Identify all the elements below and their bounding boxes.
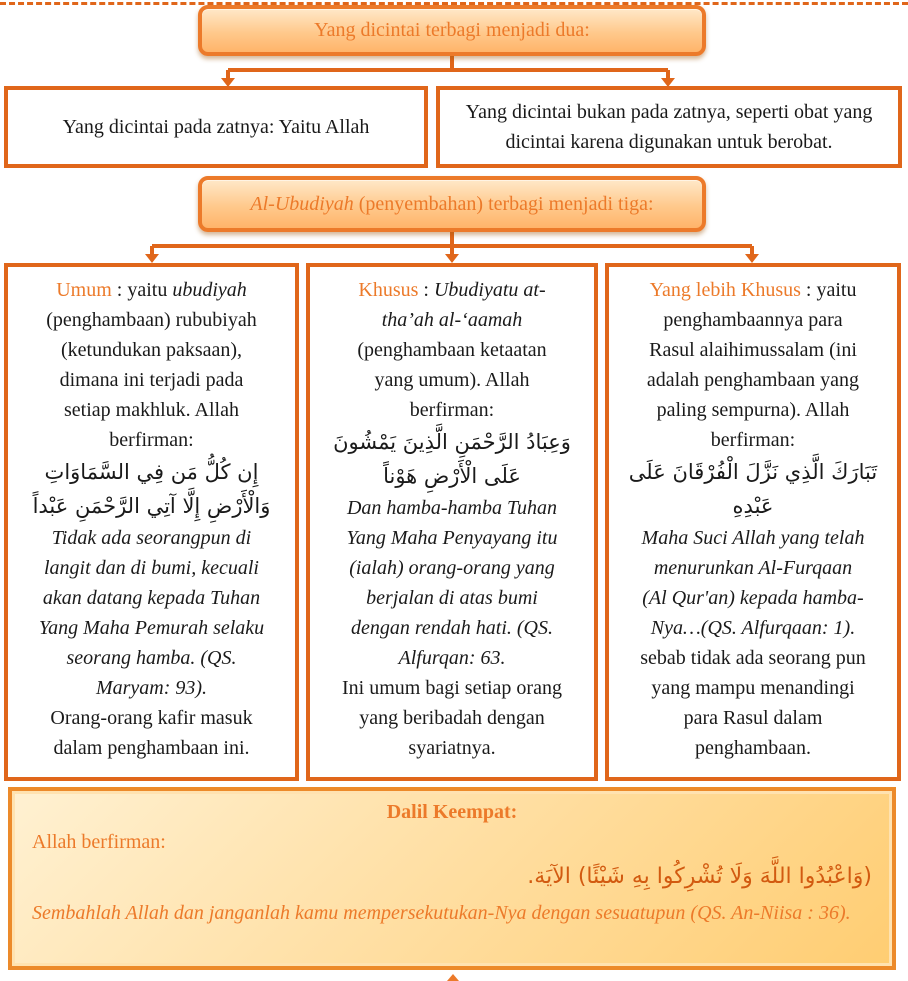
text-segment: dengan rendah hati. (QS. xyxy=(350,617,553,639)
text-line xyxy=(18,673,285,703)
text-segment: : yaitu xyxy=(111,279,173,301)
loved-division-header xyxy=(198,5,706,56)
text-line xyxy=(18,395,285,425)
text-line xyxy=(619,275,887,305)
text-segment: berjalan di atas bumi xyxy=(366,587,538,609)
column-lebih-khusus xyxy=(605,263,901,781)
text-segment: (penghambaan) rububiyah xyxy=(46,309,257,331)
text-line xyxy=(18,583,285,613)
text-line xyxy=(320,613,584,643)
text-segment: Yang Maha Pemurah selaku xyxy=(38,617,265,639)
dalil-intro: Allah berfirman: xyxy=(32,831,166,853)
arabic-verse-line xyxy=(320,459,584,493)
text-line xyxy=(320,395,584,425)
loved-not-by-essence-box xyxy=(436,86,902,168)
text-segment: (penghambaan ketaatan xyxy=(357,339,547,361)
text-segment: عَبْدِهِ xyxy=(732,494,774,518)
text-segment: akan datang kepada Tuhan xyxy=(42,587,261,609)
text-segment: dimana ini terjadi pada xyxy=(59,369,244,391)
text-segment: penghambaan. xyxy=(694,737,812,759)
text-line xyxy=(619,425,887,455)
text-segment: sebab tidak ada seorang pun xyxy=(640,647,866,669)
loved-by-essence-text: Yang dicintai pada zatnya: Yaitu Allah xyxy=(62,116,370,138)
text-segment: paling sempurna). Allah xyxy=(656,399,850,421)
ubudiyah-division-header xyxy=(198,176,706,232)
text-line xyxy=(619,305,887,335)
text-line xyxy=(619,643,887,673)
text-segment: adalah penghambaan yang xyxy=(646,369,860,391)
text-segment: Dan hamba-hamba Tuhan xyxy=(346,497,557,519)
text-segment: berfirman: xyxy=(710,429,796,451)
text-line xyxy=(619,583,887,613)
text-segment: وَعِبَادُ الرَّحْمَنِ الَّذِينَ يَمْشُونَ xyxy=(333,430,571,454)
ubudiyah-title-rest: (penyembahan) terbagi menjadi tiga: xyxy=(353,192,654,215)
text-segment: berfirman: xyxy=(109,429,194,451)
arabic-verse-line xyxy=(18,489,285,523)
text-line xyxy=(320,733,584,763)
loved-by-essence-box xyxy=(4,86,428,168)
text-segment: Yang Maha Penyayang itu xyxy=(346,527,558,549)
text-line xyxy=(619,365,887,395)
text-line xyxy=(619,673,887,703)
text-segment: (Al Qur'an) kepada hamba- xyxy=(642,587,864,609)
text-segment: dalam penghambaan ini. xyxy=(53,737,250,759)
text-segment: syariatnya. xyxy=(408,737,496,759)
text-segment: Maryam: 93). xyxy=(95,677,208,699)
dalil-translation: Sembahlah Allah dan janganlah kamu mempersekutukan-Nya dengan sesuatupun (QS. An-Niisa : 36). xyxy=(32,902,851,924)
text-segment: Alfurqan: 63. xyxy=(398,647,506,669)
text-segment: وَالْأَرْضِ إِلَّا آتِي الرَّحْمَنِ عَبْداً xyxy=(32,494,271,518)
text-segment: setiap makhluk. Allah xyxy=(64,399,239,421)
bottom-arrow-tip xyxy=(447,974,459,981)
text-line xyxy=(320,275,584,305)
text-segment: berfirman: xyxy=(409,399,495,421)
text-line xyxy=(320,305,584,335)
text-line xyxy=(619,395,887,425)
text-segment: تَبَارَكَ الَّذِي نَزَّلَ الْفُرْقَانَ عَلَى xyxy=(628,460,878,484)
text-line xyxy=(619,733,887,763)
text-segment: yang beribadah dengan xyxy=(359,707,545,729)
text-segment: إِن كُلُّ مَن فِي السَّمَاوَاتِ xyxy=(44,460,259,484)
text-line xyxy=(619,553,887,583)
text-segment: penghambaannya para xyxy=(663,309,843,331)
text-segment: (ketundukan paksaan), xyxy=(60,339,243,361)
category-label: Yang lebih Khusus xyxy=(649,279,801,301)
text-line xyxy=(18,553,285,583)
text-segment: : xyxy=(418,279,434,301)
text-line xyxy=(18,425,285,455)
text-segment: Ubudiyatu at- xyxy=(433,279,546,301)
text-segment: Tidak ada seorangpun di xyxy=(51,527,252,549)
text-line xyxy=(619,703,887,733)
dalil-arabic-verse: (وَاعْبُدُوا اللَّهَ وَلَا تُشْرِكُوا بِهِ شَيْئًا) الآيَة. xyxy=(527,864,872,889)
text-line xyxy=(320,673,584,703)
text-segment: Ini umum bagi setiap orang xyxy=(342,677,562,699)
text-line xyxy=(18,523,285,553)
text-segment: (ialah) orang-orang yang xyxy=(349,557,555,579)
text-line xyxy=(320,523,584,553)
text-line xyxy=(320,335,584,365)
column-khusus xyxy=(306,263,598,781)
text-line xyxy=(619,613,887,643)
arabic-verse-line xyxy=(619,455,887,489)
text-line xyxy=(320,643,584,673)
ubudiyah-division-title xyxy=(250,193,653,216)
text-segment: para Rasul dalam xyxy=(683,707,823,729)
text-line xyxy=(18,365,285,395)
text-line xyxy=(18,703,285,733)
category-label: Khusus xyxy=(358,279,419,301)
text-line xyxy=(619,335,887,365)
text-segment: menurunkan Al-Furqaan xyxy=(653,557,853,579)
category-label: Umum xyxy=(56,279,112,301)
arabic-verse-line xyxy=(18,455,285,489)
text-line xyxy=(320,553,584,583)
text-line xyxy=(18,643,285,673)
loved-not-by-essence-text: Yang dicintai bukan pada zatnya, seperti obat yang dicintai karena digunakan untuk berobat. xyxy=(465,101,873,153)
text-segment: yang umum). Allah xyxy=(374,369,530,391)
text-segment: seorang hamba. (QS. xyxy=(66,647,237,669)
arabic-verse-line xyxy=(320,425,584,459)
text-line xyxy=(18,613,285,643)
text-line xyxy=(320,365,584,395)
text-segment: : yaitu xyxy=(800,279,857,301)
text-segment: langit dan di bumi, kecuali xyxy=(44,557,259,579)
text-segment: عَلَى الْأَرْضِ هَوْناً xyxy=(383,464,521,488)
text-line xyxy=(619,523,887,553)
text-segment: yang mampu menandingi xyxy=(651,677,855,699)
text-line xyxy=(320,493,584,523)
text-segment: Rasul alaihimussalam (ini xyxy=(649,339,857,361)
ubudiyah-term: Al-Ubudiyah xyxy=(250,192,354,215)
loved-division-title: Yang dicintai terbagi menjadi dua: xyxy=(314,19,590,41)
text-line xyxy=(18,275,285,305)
text-segment: Maha Suci Allah yang telah xyxy=(641,527,865,549)
text-line xyxy=(320,583,584,613)
text-line xyxy=(18,733,285,763)
text-line xyxy=(18,305,285,335)
arabic-verse-line xyxy=(619,489,887,523)
dalil-title: Dalil Keempat: xyxy=(386,801,518,823)
column-umum xyxy=(4,263,299,781)
text-line xyxy=(320,703,584,733)
text-segment: Orang-orang kafir masuk xyxy=(50,707,253,729)
text-segment: Nya…(QS. Alfurqaan: 1). xyxy=(650,617,856,639)
text-line xyxy=(18,335,285,365)
dalil-keempat-box xyxy=(8,787,896,970)
text-segment: ubudiyah xyxy=(172,279,247,301)
text-segment: tha’ah al-‘aamah xyxy=(381,309,523,331)
